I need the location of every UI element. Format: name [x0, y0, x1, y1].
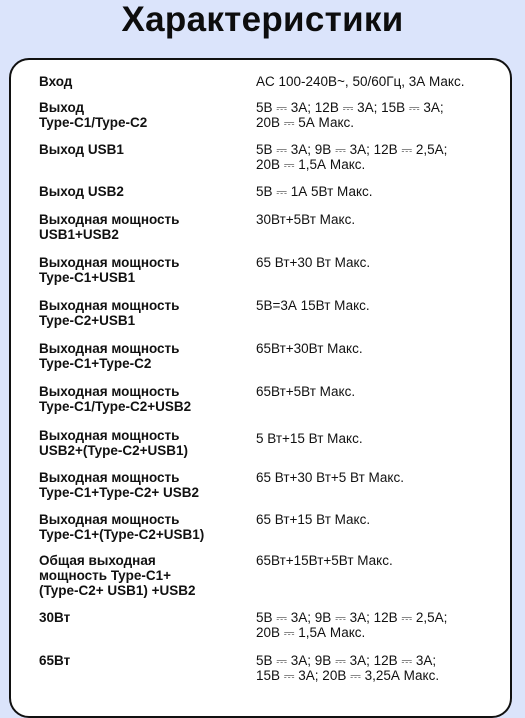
spec-label: Выходная мощность Type-C1+Type-C2+ USB2: [39, 470, 200, 500]
spec-value: 65Вт+30Вт Макс.: [256, 341, 363, 356]
spec-label: Выходная мощность Type-C1+USB1: [39, 255, 180, 285]
spec-label: Выходная мощность Type-C1/Type-C2+USB2: [39, 384, 192, 414]
spec-value: 65Вт+5Вт Макс.: [256, 384, 356, 399]
spec-value: 5В ⎓ 3А; 9В ⎓ 3А; 12В ⎓ 2,5А; 20В ⎓ 1,5А Макс.: [256, 610, 448, 640]
spec-label: Выход USB2: [39, 184, 124, 199]
spec-value: 65 Вт+30 Вт Макс.: [256, 255, 371, 270]
page-title: Характеристики: [121, 0, 404, 39]
spec-value: 65 Вт+30 Вт+5 Вт Макс.: [256, 470, 404, 485]
spec-value: 5В ⎓ 3А; 12В ⎓ 3А; 15В ⎓ 3А; 20В ⎓ 5А Макс.: [256, 100, 444, 130]
spec-value: AC 100-240В~, 50/60Гц, 3А Макс.: [256, 74, 465, 89]
spec-value: 65Вт+15Вт+5Вт Макс.: [256, 553, 393, 568]
spec-label: Выходная мощность USB2+(Type-C2+USB1): [39, 428, 189, 458]
spec-label: Выходная мощность Type-C1+(Type-C2+USB1): [39, 512, 205, 542]
spec-value: 30Вт+5Вт Макс.: [256, 212, 356, 227]
spec-label: Выходная мощность USB1+USB2: [39, 212, 180, 242]
spec-label: Выход Type-C1/Type-C2: [39, 100, 148, 130]
spec-label: Вход: [39, 74, 73, 89]
spec-label: Выходная мощность Type-C1+Type-C2: [39, 341, 180, 371]
spec-label: Общая выходная мощность Type-C1+ (Type-C2+ USB1) +USB2: [39, 553, 196, 598]
spec-value: 5В ⎓ 3А; 9В ⎓ 3А; 12В ⎓ 3А; 15В ⎓ 3А; 20В ⎓ 3,25А Макс.: [256, 653, 440, 683]
spec-value: 5В=3А 15Вт Макс.: [256, 298, 370, 313]
spec-label: Выходная мощность Type-C2+USB1: [39, 298, 180, 328]
specs-card: [9, 58, 512, 718]
spec-label: Выход USB1: [39, 142, 124, 157]
spec-value: 5В ⎓ 1А 5Вт Макс.: [256, 184, 373, 199]
spec-value: 65 Вт+15 Вт Макс.: [256, 512, 371, 527]
spec-label: 30Вт: [39, 610, 71, 625]
spec-value: 5 Вт+15 Вт Макс.: [256, 431, 363, 446]
spec-label: 65Вт: [39, 653, 71, 668]
spec-value: 5В ⎓ 3А; 9В ⎓ 3А; 12В ⎓ 2,5А; 20В ⎓ 1,5А Макс.: [256, 142, 448, 172]
